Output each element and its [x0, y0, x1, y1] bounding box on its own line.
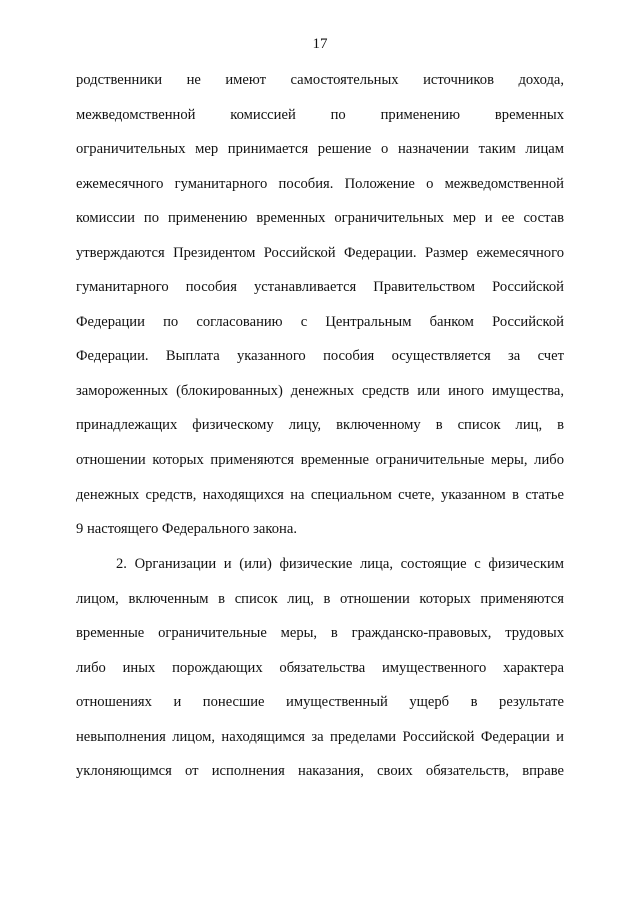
- text-line: отношениях и понесшие имущественный ущерб в результате: [76, 694, 564, 711]
- text-line: ограничительных мер принимается решение о назначении таким лицам: [76, 141, 564, 158]
- text-line: временные ограничительные меры, в гражданско-правовых, трудовых: [76, 625, 564, 642]
- text-line: либо иных порождающих обязательства имущественного характера: [76, 659, 564, 676]
- text-line: лицом, включенным в список лиц, в отношении которых применяются: [76, 590, 564, 607]
- text-line: 9 настоящего Федерального закона.: [76, 521, 297, 538]
- text-line: 2. Организации и (или) физические лица, состоящие с физическим: [116, 556, 564, 572]
- text-line: родственники не имеют самостоятельных источников дохода,: [76, 72, 564, 88]
- text-line: утверждаются Президентом Российской Федерации. Размер ежемесячного: [76, 244, 564, 261]
- text-line: комиссии по применению временных ограничительных мер и ее состав: [76, 210, 564, 227]
- text-line: гуманитарного пособия устанавливается Правительством Российской: [76, 279, 564, 296]
- text-line: невыполнения лицом, находящимся за пределами Российской Федерации и: [76, 728, 564, 745]
- text-line: межведомственной комиссией по применению временных: [76, 106, 564, 123]
- text-line: ежемесячного гуманитарного пособия. Положение о межведомственной: [76, 175, 564, 192]
- text-line: Федерации. Выплата указанного пособия осуществляется за счет: [76, 348, 564, 365]
- text-line: замороженных (блокированных) денежных средств или иного имущества,: [76, 382, 564, 399]
- page-number: 17: [312, 36, 328, 52]
- paragraph-continuation: [76, 70, 564, 554]
- text-line: Федерации по согласованию с Центральным банком Российской: [76, 313, 564, 330]
- text-line: принадлежащих физическому лицу, включенному в список лиц, в: [76, 417, 564, 434]
- text-line: уклоняющимся от исполнения наказания, своих обязательств, вправе: [76, 763, 564, 780]
- paragraph-item-2: [76, 554, 564, 796]
- text-line: отношении которых применяются временные ограничительные меры, либо: [76, 452, 564, 469]
- text-line: денежных средств, находящихся на специальном счете, указанном в статье: [76, 486, 564, 503]
